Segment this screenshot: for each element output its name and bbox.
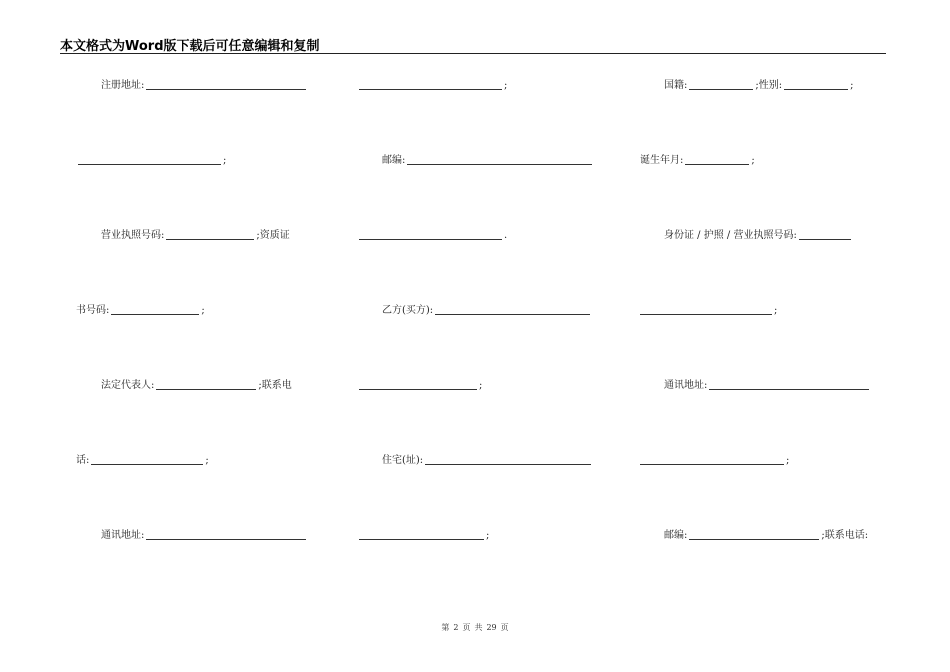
field-suffix: ;资质证: [256, 230, 290, 241]
blank-line[interactable]: [359, 529, 484, 540]
blank-line[interactable]: [359, 379, 477, 390]
blank-line[interactable]: [359, 229, 502, 240]
field-business-license-a: [101, 229, 290, 243]
field-label: 法定代表人:: [101, 380, 155, 391]
field-postcode-a: [382, 154, 594, 168]
page-suffix: 页: [500, 623, 509, 632]
field-address-cont: [76, 154, 226, 168]
field-mailing-address-a-cont: [357, 529, 489, 543]
blank-line[interactable]: [156, 379, 256, 390]
field-label: 诞生年月:: [640, 155, 684, 166]
field-suffix: .: [504, 230, 508, 241]
total-word: 共: [474, 623, 483, 632]
field-mailing-address-a: [101, 529, 308, 543]
page-prefix: 第: [441, 623, 450, 632]
field-suffix: ;: [850, 80, 854, 91]
field-phone-a-cont: [76, 454, 209, 468]
field-label: ;性别:: [755, 80, 783, 91]
field-postcode-b-phone: [664, 529, 868, 543]
blank-line[interactable]: [425, 454, 591, 465]
field-label: 营业执照号码:: [101, 230, 165, 241]
field-suffix: ;: [504, 80, 508, 91]
field-suffix: ;: [486, 530, 490, 541]
blank-line[interactable]: [407, 154, 592, 165]
blank-line[interactable]: [640, 304, 772, 315]
field-suffix: ;: [205, 455, 209, 466]
current-page: 2: [453, 623, 459, 632]
total-pages: 29: [486, 623, 497, 632]
field-registered-address-a: [101, 79, 308, 93]
field-suffix: ;: [751, 155, 755, 166]
field-birth-date: [640, 154, 755, 168]
field-mailing-address-b: [664, 379, 871, 393]
blank-line[interactable]: [640, 454, 784, 465]
field-nationality-gender: [664, 79, 854, 93]
blank-line[interactable]: [111, 304, 199, 315]
blank-line[interactable]: [689, 529, 819, 540]
field-suffix: ;联系电: [258, 380, 292, 391]
field-residence: [382, 454, 593, 468]
page-header: [60, 33, 886, 54]
field-label: 话:: [76, 455, 90, 466]
blank-line[interactable]: [78, 154, 221, 165]
field-label: 邮编:: [664, 530, 688, 541]
blank-line[interactable]: [799, 229, 851, 240]
field-registered-address-a-cont: [357, 79, 507, 93]
blank-line[interactable]: [685, 154, 749, 165]
field-suffix: ;: [786, 455, 790, 466]
blank-line[interactable]: [359, 79, 502, 90]
page-word: 页: [462, 623, 471, 632]
header-title: 本文格式为Word版下载后可任意编辑和复制: [60, 39, 320, 54]
blank-line[interactable]: [689, 79, 753, 90]
field-label: 乙方(买方):: [382, 305, 434, 316]
blank-line[interactable]: [435, 304, 590, 315]
field-certificate-number: [76, 304, 205, 318]
field-business-license-cont: [357, 229, 507, 243]
blank-line[interactable]: [709, 379, 869, 390]
field-suffix: ;联系电话:: [821, 530, 869, 541]
field-suffix: ;: [223, 155, 227, 166]
field-label: 通讯地址:: [101, 530, 145, 541]
blank-line[interactable]: [91, 454, 203, 465]
field-party-b-buyer: [382, 304, 592, 318]
field-label: 住宅(址):: [382, 455, 424, 466]
field-label: 邮编:: [382, 155, 406, 166]
field-legal-representative: [101, 379, 292, 393]
field-suffix: ;: [774, 305, 778, 316]
blank-line[interactable]: [146, 529, 306, 540]
field-suffix: ;: [201, 305, 205, 316]
field-label: 国籍:: [664, 80, 688, 91]
field-mailing-address-b-cont: [638, 454, 789, 468]
field-label: 注册地址:: [101, 80, 145, 91]
field-label: 通讯地址:: [664, 380, 708, 391]
field-suffix: ;: [479, 380, 483, 391]
blank-line[interactable]: [146, 79, 306, 90]
field-phone-a: [357, 379, 482, 393]
blank-line[interactable]: [166, 229, 254, 240]
field-label: 身份证 / 护照 / 营业执照号码:: [664, 230, 797, 241]
page-number: [0, 622, 950, 633]
field-label: 书号码:: [76, 305, 110, 316]
field-id-number-cont: [638, 304, 777, 318]
field-id-passport-license: [664, 229, 853, 243]
blank-line[interactable]: [784, 79, 848, 90]
